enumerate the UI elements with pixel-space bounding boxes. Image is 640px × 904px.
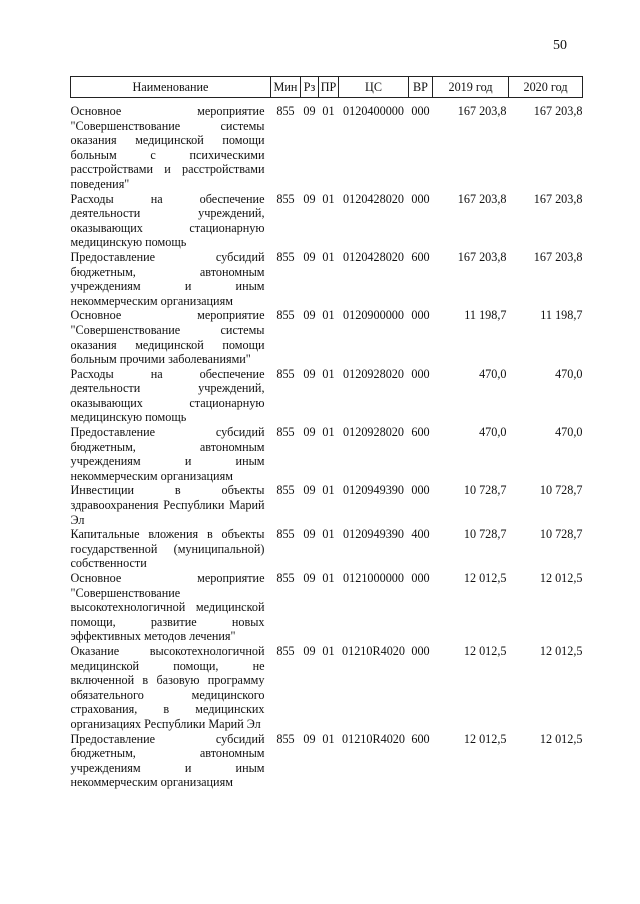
row-name: Предоставление субсидий бюджетным, автономным учреждениям и иным некоммерческим организациям xyxy=(70,731,265,790)
row-name: Предоставление субсидий бюджетным, автономным учреждениям и иным некоммерческим организациям xyxy=(70,425,265,483)
row-vr: 000 xyxy=(411,104,430,118)
row-vr: 000 xyxy=(411,191,430,206)
table-row xyxy=(71,732,583,790)
row-cs: 0120928020 xyxy=(343,366,404,381)
table-row xyxy=(71,483,583,527)
table-row xyxy=(71,250,583,308)
table-row xyxy=(71,367,583,425)
row-vr: 000 xyxy=(411,483,430,498)
row-rz: 09 xyxy=(303,308,316,323)
row-amount-2020: 470,0 xyxy=(555,425,583,440)
row-vr: 400 xyxy=(411,527,430,542)
header-2019: 2019 год xyxy=(433,77,509,98)
row-pr: 01 xyxy=(322,483,335,498)
row-cs: 0120400000 xyxy=(343,104,404,118)
row-rz: 09 xyxy=(303,104,316,118)
row-amount-2019: 10 728,7 xyxy=(463,527,507,542)
row-cs: 01210R4020 xyxy=(342,643,405,658)
row-cs: 0120428020 xyxy=(343,249,404,264)
row-min: 855 xyxy=(276,571,295,585)
row-pr: 01 xyxy=(322,308,335,323)
row-name: Инвестиции в объекты здравоохранения Республики Марий Эл xyxy=(70,483,265,527)
table-row xyxy=(71,571,583,644)
row-amount-2020: 167 203,8 xyxy=(533,191,583,206)
row-amount-2019: 167 203,8 xyxy=(457,249,507,264)
row-cs: 0120949390 xyxy=(343,483,404,498)
header-pr: ПР xyxy=(319,77,339,98)
table-row xyxy=(71,527,583,571)
row-rz: 09 xyxy=(303,527,316,542)
row-min: 855 xyxy=(276,191,295,206)
row-amount-2019: 167 203,8 xyxy=(457,104,507,118)
row-pr: 01 xyxy=(322,249,335,264)
row-rz: 09 xyxy=(303,249,316,264)
row-min: 855 xyxy=(276,527,295,542)
table-header-row xyxy=(71,77,583,98)
row-vr: 600 xyxy=(411,731,430,746)
row-pr: 01 xyxy=(322,571,335,585)
row-vr: 600 xyxy=(411,425,430,440)
row-amount-2020: 470,0 xyxy=(555,366,583,381)
row-rz: 09 xyxy=(303,571,316,585)
row-amount-2020: 10 728,7 xyxy=(539,483,583,498)
row-rz: 09 xyxy=(303,483,316,498)
row-name: Предоставление субсидий бюджетным, автономным учреждениям и иным некоммерческим организациям xyxy=(70,249,265,308)
row-pr: 01 xyxy=(322,425,335,440)
row-vr: 000 xyxy=(411,571,430,585)
row-rz: 09 xyxy=(303,643,316,658)
header-min: Мин xyxy=(271,77,301,98)
table-row xyxy=(71,192,583,250)
row-cs: 0120428020 xyxy=(343,191,404,206)
row-amount-2020: 12 012,5 xyxy=(539,731,583,746)
row-name: Основное мероприятие "Совершенствование системы оказания медицинской помощи больным прочими заболеваниями" xyxy=(70,308,265,367)
row-amount-2019: 11 198,7 xyxy=(464,308,507,323)
row-cs: 0120949390 xyxy=(343,527,404,542)
row-amount-2019: 12 012,5 xyxy=(463,643,507,658)
row-amount-2020: 167 203,8 xyxy=(533,104,583,118)
header-name: Наименование xyxy=(71,77,271,98)
row-amount-2020: 167 203,8 xyxy=(533,249,583,264)
row-amount-2019: 167 203,8 xyxy=(457,191,507,206)
row-name: Капитальные вложения в объекты государственной (муниципальной) собственности xyxy=(70,527,265,571)
row-min: 855 xyxy=(276,104,295,118)
table-row xyxy=(71,98,583,192)
row-pr: 01 xyxy=(322,191,335,206)
row-vr: 000 xyxy=(411,308,430,323)
row-cs: 0121000000 xyxy=(343,571,404,585)
row-pr: 01 xyxy=(322,104,335,118)
table-row xyxy=(71,644,583,732)
row-name: Расходы на обеспечение деятельности учреждений, оказывающих стационарную медицинскую помощь xyxy=(70,191,265,250)
row-name: Расходы на обеспечение деятельности учреждений, оказывающих стационарную медицинскую помощь xyxy=(70,366,265,425)
row-pr: 01 xyxy=(322,643,335,658)
row-name: Основное мероприятие "Совершенствование системы оказания медицинской помощи больным с психическими расстройствами и расстройствами поведения" xyxy=(70,104,265,191)
header-2020: 2020 год xyxy=(509,77,583,98)
header-cs: ЦС xyxy=(339,77,409,98)
row-rz: 09 xyxy=(303,731,316,746)
header-rz: Рз xyxy=(301,77,319,98)
row-min: 855 xyxy=(276,249,295,264)
row-min: 855 xyxy=(276,425,295,440)
row-min: 855 xyxy=(276,483,295,498)
row-cs: 0120900000 xyxy=(343,308,404,323)
row-amount-2019: 470,0 xyxy=(479,366,507,381)
row-cs: 01210R4020 xyxy=(342,731,405,746)
table-body xyxy=(71,98,583,790)
row-cs: 0120928020 xyxy=(343,425,404,440)
row-amount-2020: 10 728,7 xyxy=(539,527,583,542)
table-row xyxy=(71,308,583,366)
row-pr: 01 xyxy=(322,527,335,542)
table-row xyxy=(71,425,583,483)
row-rz: 09 xyxy=(303,366,316,381)
row-min: 855 xyxy=(276,308,295,323)
page-number: 50 xyxy=(553,38,567,53)
budget-table xyxy=(70,76,583,790)
row-amount-2019: 10 728,7 xyxy=(463,483,507,498)
row-name: Основное мероприятие "Совершенствование высокотехнологичной медицинской помощи, развитие новых эффективных методов лечения" xyxy=(70,571,265,644)
row-amount-2020: 12 012,5 xyxy=(539,571,583,585)
row-rz: 09 xyxy=(303,191,316,206)
row-vr: 600 xyxy=(411,249,430,264)
row-vr: 000 xyxy=(411,366,430,381)
row-min: 855 xyxy=(276,643,295,658)
row-amount-2020: 12 012,5 xyxy=(539,643,583,658)
row-vr: 000 xyxy=(411,643,430,658)
row-rz: 09 xyxy=(303,425,316,440)
header-vr: ВР xyxy=(409,77,433,98)
row-amount-2019: 12 012,5 xyxy=(463,731,507,746)
row-pr: 01 xyxy=(322,366,335,381)
row-amount-2019: 470,0 xyxy=(479,425,507,440)
row-name: Оказание высокотехнологичной медицинской помощи, не включенной в базовую программу обязательного медицинского страхования, в медицинских организациях Республики Марий Эл xyxy=(70,643,265,731)
row-min: 855 xyxy=(276,731,295,746)
row-amount-2019: 12 012,5 xyxy=(463,571,507,585)
row-pr: 01 xyxy=(322,731,335,746)
row-min: 855 xyxy=(276,366,295,381)
row-amount-2020: 11 198,7 xyxy=(540,308,583,323)
table-header xyxy=(71,77,583,98)
